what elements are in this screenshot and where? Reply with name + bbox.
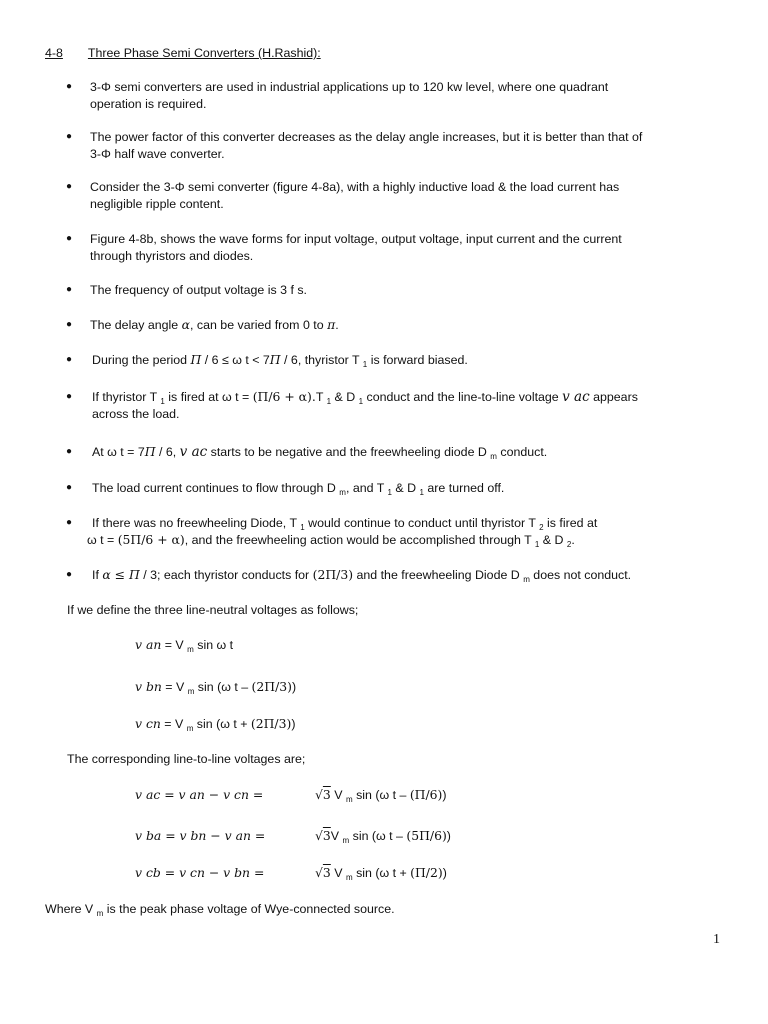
bullet-text: The power factor of this converter decreases as the delay angle increases, but it is better than that of bbox=[90, 130, 643, 144]
bullet-text: During the period Π / 6 ≤ ω t < 7Π / 6, thyristor T $_1$ is forward biased. bbox=[92, 352, 468, 369]
bullet-text: negligible ripple content. bbox=[90, 196, 224, 211]
bullet-text: If there was no freewheeling Diode, T $_1$ would continue to conduct until thyristor T $_2$ is fired at ω t = (5Π/6 + α), and the freewheeling action would be accomplished through T $_1$ & D $_2$. bbox=[87, 516, 598, 549]
bullet-text: Consider the 3-Φ semi converter (figure 4-8a), with a highly inductive load & the load current has bbox=[90, 180, 620, 194]
page-number: 1 bbox=[713, 932, 720, 947]
bullet-text: If α ≤ Π / 3; each thyristor conducts for (2Π/3) and the freewheeling Diode D $_m$ does not conduct. bbox=[92, 567, 632, 584]
equation-vba: v ba = v bn − v an = √3V $_m$ sin (ω t – (5Π/6)) bbox=[135, 828, 451, 845]
bullet-dot-icon: ● bbox=[66, 517, 73, 528]
equation-vac: v ac = v an − v cn = √3 V $_m$ sin (ω t – (Π/6)) bbox=[135, 787, 447, 804]
equation-vcb: v cb = v cn − v bn = √3 V $_m$ sin (ω t + (Π/2)) bbox=[135, 865, 447, 882]
bullet-text: 3-Φ half wave converter. bbox=[90, 146, 225, 161]
section-title: Three Phase Semi Converters (H.Rashid): bbox=[87, 46, 321, 60]
bullet-dot-icon: ● bbox=[66, 569, 73, 580]
bullet-text: At ω t = 7Π / 6, v ac starts to be negative and the freewheeling diode D $_m$ conduct. bbox=[92, 444, 548, 461]
bullet-text: Figure 4-8b, shows the wave forms for input voltage, output voltage, input current and the current bbox=[90, 232, 622, 246]
bullet-dot-icon: ● bbox=[66, 446, 73, 457]
equation-vbn: v bn = V $_m$ sin (ω t – (2Π/3)) bbox=[135, 679, 297, 696]
bullet-text: operation is required. bbox=[90, 96, 207, 111]
bullet-text: through thyristors and diodes. bbox=[90, 248, 254, 263]
bullet-dot-icon: ● bbox=[66, 181, 73, 192]
section-number: 4-8 bbox=[45, 46, 63, 60]
bullet-dot-icon: ● bbox=[66, 482, 73, 493]
intro-text: If we define the three line-neutral voltages as follows; bbox=[67, 603, 359, 617]
bullet-text: The frequency of output voltage is 3 f s. bbox=[90, 283, 307, 297]
bullet-dot-icon: ● bbox=[66, 131, 73, 142]
sqrt-icon: √3 bbox=[315, 828, 331, 843]
bullet-text: The load current continues to flow through D $_m$, and T $_1$ & D $_1$ are turned off. bbox=[92, 481, 505, 497]
bullet-dot-icon: ● bbox=[66, 354, 73, 365]
equation-van: v an = V $_m$ sin ω t bbox=[135, 637, 234, 654]
bullet-text: 3-Φ semi converters are used in industrial applications up to 120 kw level, where one quadrant bbox=[90, 80, 609, 94]
sqrt-icon: √3 bbox=[315, 865, 331, 880]
bullet-text: The delay angle α, can be varied from 0 to π. bbox=[90, 317, 339, 332]
bullet-dot-icon: ● bbox=[66, 391, 73, 402]
corresponding-text: The corresponding line-to-line voltages are; bbox=[67, 752, 306, 766]
section-heading bbox=[45, 45, 321, 62]
bullet-text: If thyristor T $_1$ is fired at ω t = (Π/6 + α).T $_1$ & D $_1$ conduct and the line-to-line voltage v ac appears across the load. bbox=[92, 389, 638, 421]
equation-vcn: v cn = V $_m$ sin (ω t + (2Π/3)) bbox=[135, 716, 296, 733]
bullet-dot-icon: ● bbox=[66, 284, 73, 295]
bullet-dot-icon: ● bbox=[66, 233, 73, 244]
sqrt-icon: √3 bbox=[315, 787, 331, 802]
bullet-dot-icon: ● bbox=[66, 319, 73, 330]
where-text: Where V $_m$ is the peak phase voltage of Wye-connected source. bbox=[45, 902, 395, 918]
bullet-dot-icon: ● bbox=[66, 81, 73, 92]
